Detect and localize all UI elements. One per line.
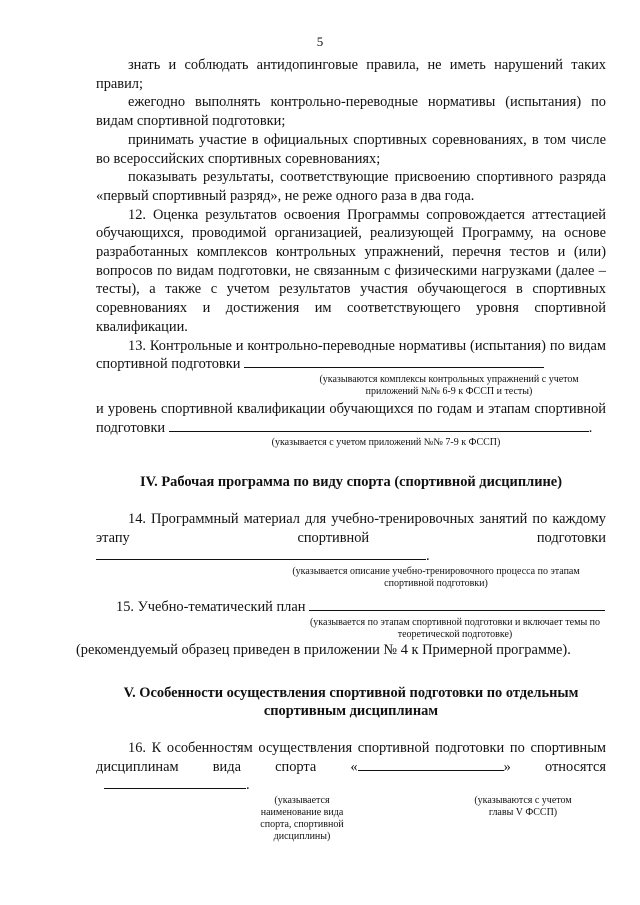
p16-note-right: (указываются с учетом главы V ФССП) — [474, 795, 572, 819]
p16-note-right-wrap — [468, 795, 578, 843]
section-4-heading: IV. Рабочая программа по виду спорта (спортивной дисциплине) — [140, 474, 562, 491]
section-5-heading-line1: V. Особенности осуществления спортивной подготовки по отдельным — [123, 684, 579, 701]
page-number: 5 — [316, 34, 324, 49]
paragraph-norms: ежегодно выполнять контрольно-переводные нормативы (испытания) по видам спортивной подготовки; — [96, 94, 606, 130]
p16-text-a: дисциплинам вида спорта « — [96, 758, 358, 775]
paragraph-15-after: (рекомендуемый образец приведен в приложении № 4 к Примерной программе). — [76, 641, 571, 658]
paragraph-14-start: 14. Программный материал для учебно-тренировочных занятий по каждому — [128, 511, 606, 528]
p15-text: 15. Учебно-тематический план — [116, 599, 306, 616]
paragraph-results: показывать результаты, соответствующие присвоению спортивного разряда «первый спортивный разряд», не реже одного раза в два года. — [96, 169, 606, 204]
paragraph-13b-start: и уровень спортивной квалификации обучающихся по годам и этапам спортивной — [96, 400, 606, 417]
paragraph-antidoping: знать и соблюдать антидопинговые правила, не иметь нарушений таких правил; — [96, 57, 606, 92]
paragraph-15 — [96, 598, 606, 617]
p13b-text: подготовки — [96, 419, 166, 436]
p15-note-wrap — [304, 617, 606, 641]
p14-end: . — [426, 548, 430, 565]
p13-text: спортивной подготовки — [96, 356, 241, 373]
p13b-fill-line — [169, 419, 589, 432]
p13b-note: (указывается с учетом приложений №№ 7-9 к ФССП) — [271, 437, 501, 449]
paragraph-13b-cont — [96, 419, 606, 438]
p13-note-wrap — [292, 374, 606, 398]
p14-note: (указывается описание учебно-тренировочного процесса по этапам спортивной подготовки) — [292, 566, 580, 590]
paragraph-13-start: 13. Контрольные и контрольно-переводные нормативы (испытания) по видам — [128, 337, 606, 354]
p13-note: (указываются комплексы контрольных упражнений с учетом приложений №№ 6-9 к ФССП и тесты) — [319, 373, 579, 397]
p14-text: этапу спортивной подготовки — [96, 529, 606, 546]
paragraph-competitions: принимать участие в официальных спортивных соревнованиях, в том числе во всероссийских спортивных соревнованиях; — [96, 131, 606, 167]
p16-note-left: (указывается наименование вида спорта, спортивной дисциплины) — [260, 795, 344, 843]
p14-fill-line — [96, 547, 426, 560]
p15-note: (указывается по этапам спортивной подготовки и включает темы по теоретической подготовке) — [309, 616, 601, 640]
p13b-note-wrap — [256, 437, 516, 449]
paragraph-16-start: 16. К особенностям осуществления спортивной подготовки по спортивным — [128, 739, 606, 756]
p13-fill-line — [244, 355, 544, 368]
p16-end: . — [246, 777, 250, 794]
section-5-heading-line2: спортивным дисциплинам — [263, 703, 439, 720]
page-content — [76, 56, 606, 843]
p16-note-left-wrap — [246, 795, 358, 843]
p16-notes — [96, 795, 606, 843]
paragraph-12: 12. Оценка результатов освоения Программы сопровождается аттестацией обучающихся, проводимой организацией, реализующей Программу, на основе разработанных комплексов контрольных упражнений, перечня тестов и (или) вопросов по видам подготовки, не связанным с физическими нагрузками (далее – тесты), а также с учетом результатов участия обучающегося в спортивных соревнованиях и достижения им соответствующего уровня спортивной квалификации. — [96, 206, 606, 335]
p13b-end: . — [588, 419, 593, 436]
p14-note-wrap — [281, 566, 591, 590]
p16-text-b: » относятся — [503, 758, 606, 775]
p16-fill-line-sport — [358, 758, 504, 771]
paragraph-16-cont — [96, 758, 606, 795]
p15-fill-line — [309, 598, 605, 611]
paragraph-14-cont — [96, 529, 606, 566]
paragraph-13-cont — [96, 355, 606, 374]
p16-fill-line-features — [104, 776, 246, 789]
